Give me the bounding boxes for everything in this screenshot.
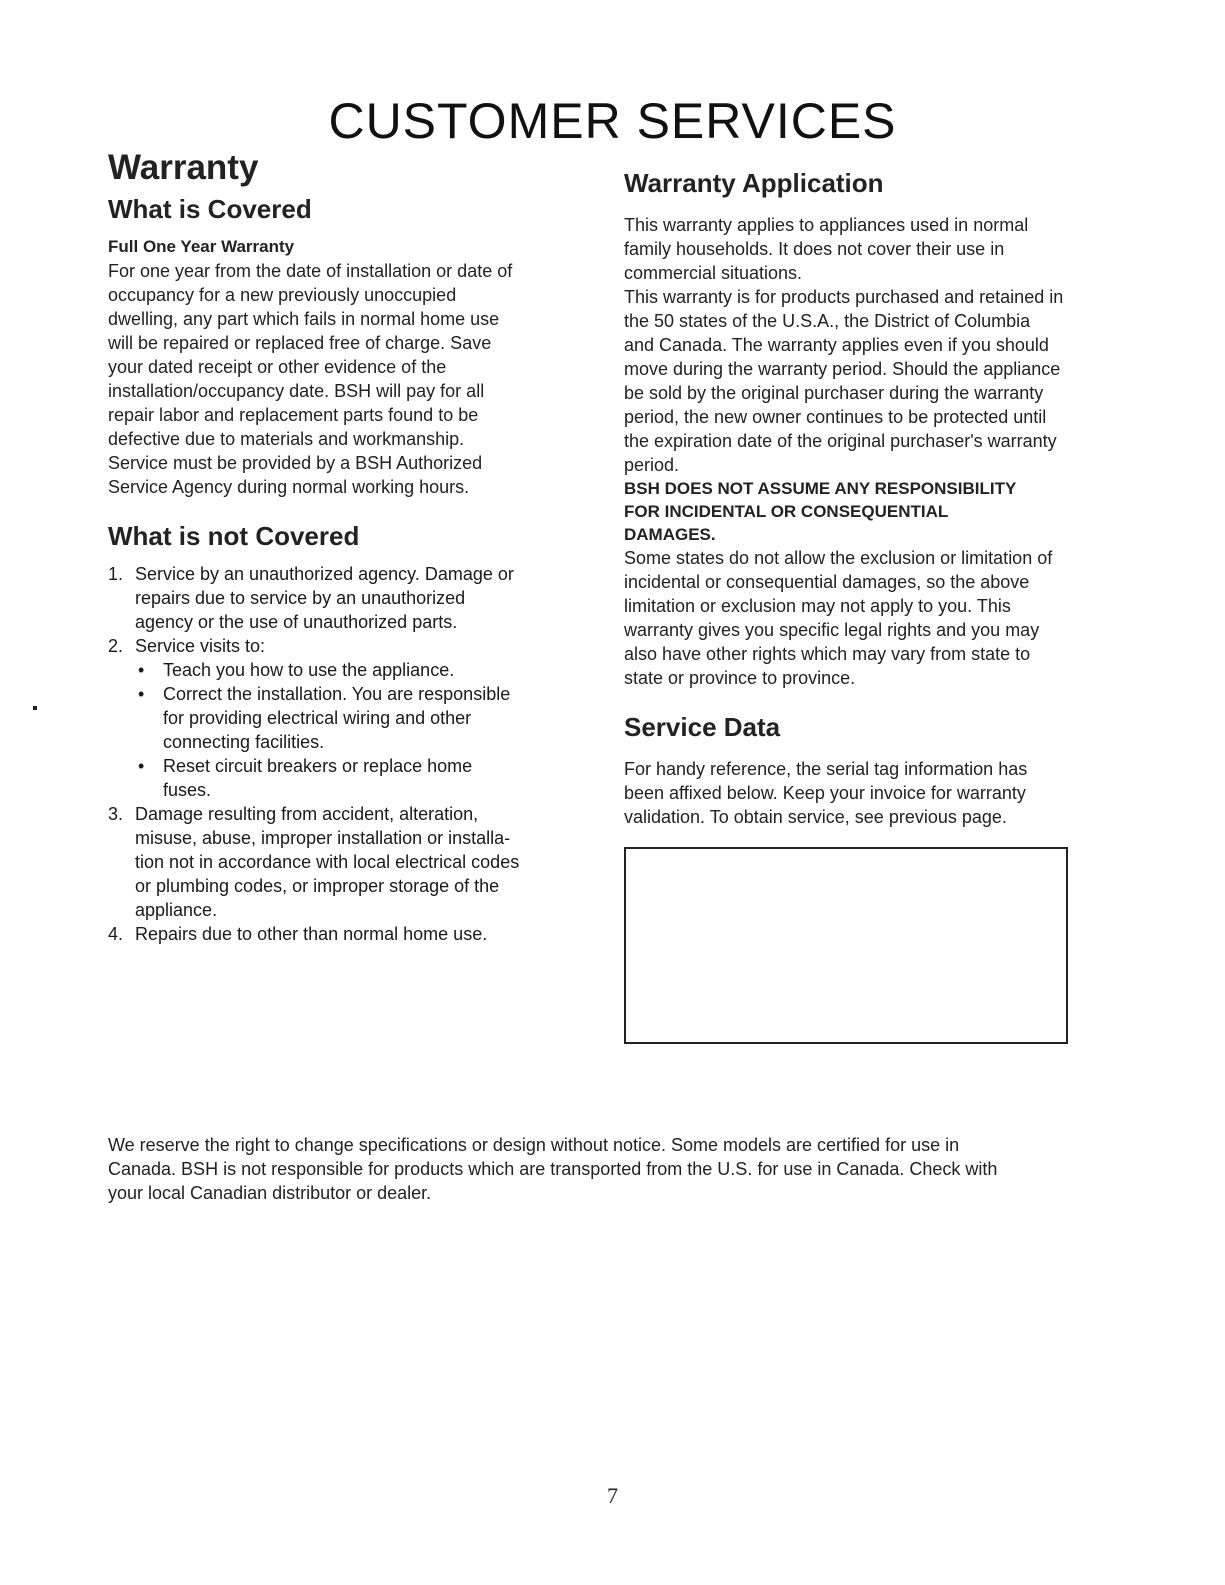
text-line: repairs due to service by an unauthorized [135,588,466,608]
text-line: This warranty applies to appliances used in normal [624,215,1029,235]
text-line: Damage resulting from accident, alteration, [135,804,479,824]
text-line: also have other rights which may vary from state to [624,644,1031,664]
text-line: incidental or consequential damages, so the above [624,572,1030,592]
text-line: Service Agency during normal working hours. [108,477,470,497]
text-line: be sold by the original purchaser during the warranty [624,383,1044,403]
text-line: occupancy for a new previously unoccupied [108,285,457,305]
item-number: 4. [108,924,124,944]
text-line: your dated receipt or other evidence of the [108,357,447,377]
text-line: Service must be provided by a BSH Authorized [108,453,483,473]
list-item [108,922,568,946]
text-line: We reserve the right to change specifications or design without notice. Some models are certified for use in [108,1135,960,1155]
text-line: Correct the installation. You are responsible [163,684,511,704]
text-line: For one year from the date of installation or date of [108,261,513,281]
bullet-icon: • [138,660,145,680]
text-line: validation. To obtain service, see previous page. [624,807,1007,827]
list-item [108,562,568,634]
scan-mark [33,706,37,710]
text-line: your local Canadian distributor or dealer. [108,1183,432,1203]
warranty-heading: Warranty [108,148,259,187]
text-line: Repairs due to other than normal home use. [135,924,488,944]
text-line: misuse, abuse, improper installation or installa- [135,828,511,848]
text-line: or plumbing codes, or improper storage of the [135,876,500,896]
text-line: FOR INCIDENTAL OR CONSEQUENTIAL [624,502,949,521]
full-warranty-subheading: Full One Year Warranty [108,237,295,256]
text-line: Some states do not allow the exclusion or limitation of [624,548,1053,568]
item-number: 2. [108,636,124,656]
text-line: dwelling, any part which fails in normal home use [108,309,500,329]
covered-heading: What is Covered [108,194,312,224]
text-line: will be repaired or replaced free of charge. Save [108,333,492,353]
text-line: Canada. BSH is not responsible for products which are transported from the U.S. for use in Canada. Check with [108,1159,998,1179]
text-line: BSH DOES NOT ASSUME ANY RESPONSIBILITY [624,479,1017,498]
text-line: appliance. [135,900,218,920]
serial-tag-box [624,847,1068,1044]
text-line: repair labor and replacement parts found to be [108,405,479,425]
left-column [108,148,568,946]
service-data-paragraph [624,757,1124,829]
text-line: Service by an unauthorized agency. Damage or [135,564,514,584]
sub-list-item [135,682,568,754]
text-line: This warranty is for products purchased and retained in [624,287,1064,307]
bullet-icon: • [138,756,145,776]
text-line: the expiration date of the original purchaser's warranty [624,431,1057,451]
application-paragraph-2 [624,285,1124,477]
text-line: and Canada. The warranty applies even if you should [624,335,1049,355]
text-line: for providing electrical wiring and other [163,708,472,728]
item-number: 1. [108,564,124,584]
right-column [624,168,1124,1044]
page-number: 7 [607,1483,618,1508]
text-line: commercial situations. [624,263,803,283]
application-heading: Warranty Application [624,168,884,198]
text-line: Reset circuit breakers or replace home [163,756,473,776]
text-line: fuses. [163,780,212,800]
text-line: defective due to materials and workmanship. [108,429,465,449]
application-paragraph-3 [624,546,1124,690]
text-line: Teach you how to use the appliance. [163,660,455,680]
not-covered-heading: What is not Covered [108,521,360,551]
text-line: DAMAGES. [624,525,716,544]
application-paragraph-1 [624,213,1124,285]
text-line: connecting facilities. [163,732,325,752]
covered-paragraph [108,259,568,499]
text-line: installation/occupancy date. BSH will pay for all [108,381,485,401]
sub-list-item [135,754,568,802]
list-item [108,634,568,802]
item-number: 3. [108,804,124,824]
not-covered-list [108,562,568,946]
text-line: state or province to province. [624,668,856,688]
text-line: agency or the use of unauthorized parts. [135,612,458,632]
text-line: the 50 states of the U.S.A., the District of Columbia [624,311,1031,331]
page-title: CUSTOMER SERVICES [328,92,897,149]
text-line: family households. It does not cover their use in [624,239,1005,259]
bullet-icon: • [138,684,145,704]
text-line: Service visits to: [135,636,266,656]
footer-note [108,1133,1068,1205]
text-line: tion not in accordance with local electrical codes [135,852,520,872]
sub-list [135,658,568,802]
list-item [108,802,568,922]
sub-list-item [135,658,568,682]
text-line: period, the new owner continues to be protected until [624,407,1047,427]
text-line: For handy reference, the serial tag information has [624,759,1028,779]
text-line: period. [624,455,680,475]
text-line: limitation or exclusion may not apply to you. This [624,596,1011,616]
service-data-heading: Service Data [624,712,781,742]
text-line: been affixed below. Keep your invoice for warranty [624,783,1026,803]
text-line: move during the warranty period. Should the appliance [624,359,1061,379]
disclaimer-text [624,477,1124,546]
text-line: warranty gives you specific legal rights and you may [624,620,1040,640]
